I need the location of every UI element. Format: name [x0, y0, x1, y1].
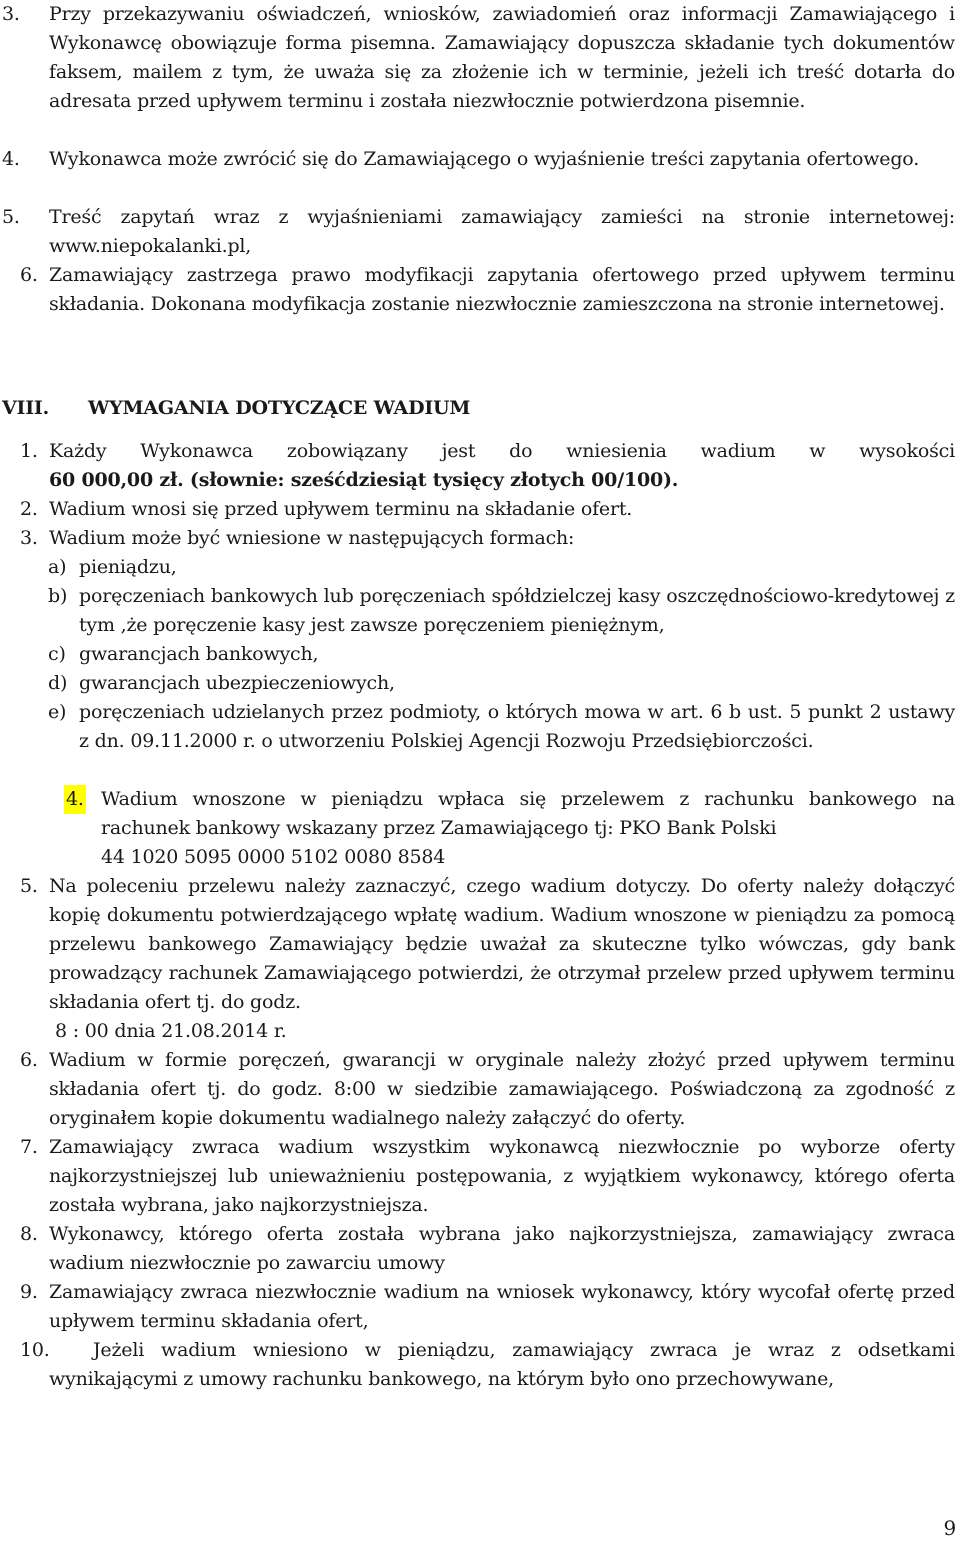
item-number: 3. [2, 3, 20, 25]
amount-text: 60 000,00 zł. (słownie: sześćdziesiąt tysięcy złotych 00/100). [49, 469, 679, 491]
item-text [101, 785, 955, 872]
item-text: Treść zapytań wraz z wyjaśnieniami zamawiający zamieści na stronie internetowej: www.niepokalanki.pl, [49, 206, 955, 257]
item-text: Przy przekazywaniu oświadczeń, wniosków, zawiadomień oraz informacji Zamawiającego i Wykonawcę obowiązuje forma pisemna. Zamawiający dopuszcza składanie tych dokumentów faksem, mailem z tym, że uważa się za złożenie ich w terminie, jeżeli ich treść dotarła do adresata przed upływem terminu i została niezwłocznie potwierdzona pisemnie. [49, 3, 955, 112]
bank-account-number: 44 1020 5095 0000 5102 0080 8584 [101, 846, 446, 868]
section-number: VIII. [2, 397, 50, 419]
form-text: poręczeniach udzielanych przez podmioty, o których mowa w art. 6 b ust. 5 punkt 2 ustawy z dn. 09.11.2000 r. o utworzeniu Polskiej Agencji Rozwoju Przedsiębiorczości. [79, 701, 955, 752]
item-text: Zamawiający zastrzega prawo modyfikacji zapytania ofertowego przed upływem terminu składania. Dokonana modyfikacja zostanie niezwłocznie zamieszczona na stronie internetowej. [49, 264, 955, 315]
form-text: gwarancjach bankowych, [79, 643, 319, 665]
item-text [49, 872, 955, 1046]
form-letter: b) [48, 585, 68, 607]
item-number: 4. [2, 148, 20, 170]
item-text-line: Każdy Wykonawca zobowiązany jest do wniesienia wadium w wysokości [49, 440, 955, 462]
item-number: 8. [20, 1223, 38, 1245]
form-letter: e) [48, 701, 67, 723]
item-text: Zamawiający zwraca niezwłocznie wadium na wniosek wykonawcy, który wycofał ofertę przed upływem terminu składania ofert, [49, 1281, 955, 1332]
item-number: 3. [20, 527, 38, 549]
item-number: 1. [20, 440, 38, 462]
item-number: 6. [20, 1049, 38, 1071]
item-text-main: Na poleceniu przelewu należy zaznaczyć, czego wadium dotyczy. Do oferty należy dołączyć kopię dokumentu potwierdzającego wpłatę wadium. Wadium wnoszone w pieniądzu za pomocą przelewu bankowego Zamawiający będzie uważał za skuteczne tylko wówczas, gdy bank prowadzący rachunek Zamawiającego potwierdzi, że otrzymał przelew przed upływem terminu składania ofert tj. do godz. [49, 875, 955, 1013]
form-letter: c) [48, 643, 66, 665]
item-number-highlighted: 4. [64, 785, 86, 814]
form-letter: a) [48, 556, 67, 578]
item-text: Zamawiający zwraca wadium wszystkim wykonawcą niezwłocznie po wyborze oferty najkorzystniejszej lub unieważnieniu postępowania, z wyjątkiem wykonawcy, którego oferta została wybrana, jako najkorzystniejsza. [49, 1136, 955, 1216]
item-text: Wykonawcy, którego oferta została wybrana jako najkorzystniejsza, zamawiający zwraca wadium niezwłocznie po zawarciu umowy [49, 1223, 955, 1274]
form-text: gwarancjach ubezpieczeniowych, [79, 672, 395, 694]
form-text: pieniądzu, [79, 556, 177, 578]
section-title: WYMAGANIA DOTYCZĄCE WADIUM [88, 397, 471, 419]
item-number: 10. [20, 1339, 50, 1361]
item-text: Wadium wnosi się przed upływem terminu na składanie ofert. [49, 498, 633, 520]
item-number: 5. [2, 206, 20, 228]
item-number: 6. [20, 264, 38, 286]
item-number: 7. [20, 1136, 38, 1158]
item-number: 9. [20, 1281, 38, 1303]
item-number: 2. [20, 498, 38, 520]
item-text: Wykonawca może zwrócić się do Zamawiającego o wyjaśnienie treści zapytania ofertowego. [49, 148, 920, 170]
deadline-text: 8 : 00 dnia 21.08.2014 r. [55, 1020, 287, 1042]
item-number: 5. [20, 875, 38, 897]
page-number: 9 [943, 1516, 956, 1540]
item-text: Wadium w formie poręczeń, gwarancji w oryginale należy złożyć przed upływem terminu składania ofert tj. do godz. 8:00 w siedzibie zamawiającego. Poświadczoną za zgodność z oryginałem kopie dokumentu wadialnego należy załączyć do oferty. [49, 1049, 955, 1129]
form-text: poręczeniach bankowych lub poręczeniach spółdzielczej kasy oszczędnościowo-kredytowej z tym ,że poręczenie kasy jest zawsze poręczeniem pieniężnym, [79, 585, 955, 636]
item-text: Jeżeli wadium wniesiono w pieniądzu, zamawiający zwraca je wraz z odsetkami wynikającymi z umowy rachunku bankowego, na którym było ono przechowywane, [49, 1339, 955, 1390]
item-text: Wadium może być wniesione w następujących formach: [49, 527, 575, 549]
item-text-main: Wadium wnoszone w pieniądzu wpłaca się przelewem z rachunku bankowego na rachunek bankowy wskazany przez Zamawiającego tj: PKO Bank Polski [101, 788, 955, 839]
item-text [49, 437, 955, 495]
form-letter: d) [48, 672, 68, 694]
